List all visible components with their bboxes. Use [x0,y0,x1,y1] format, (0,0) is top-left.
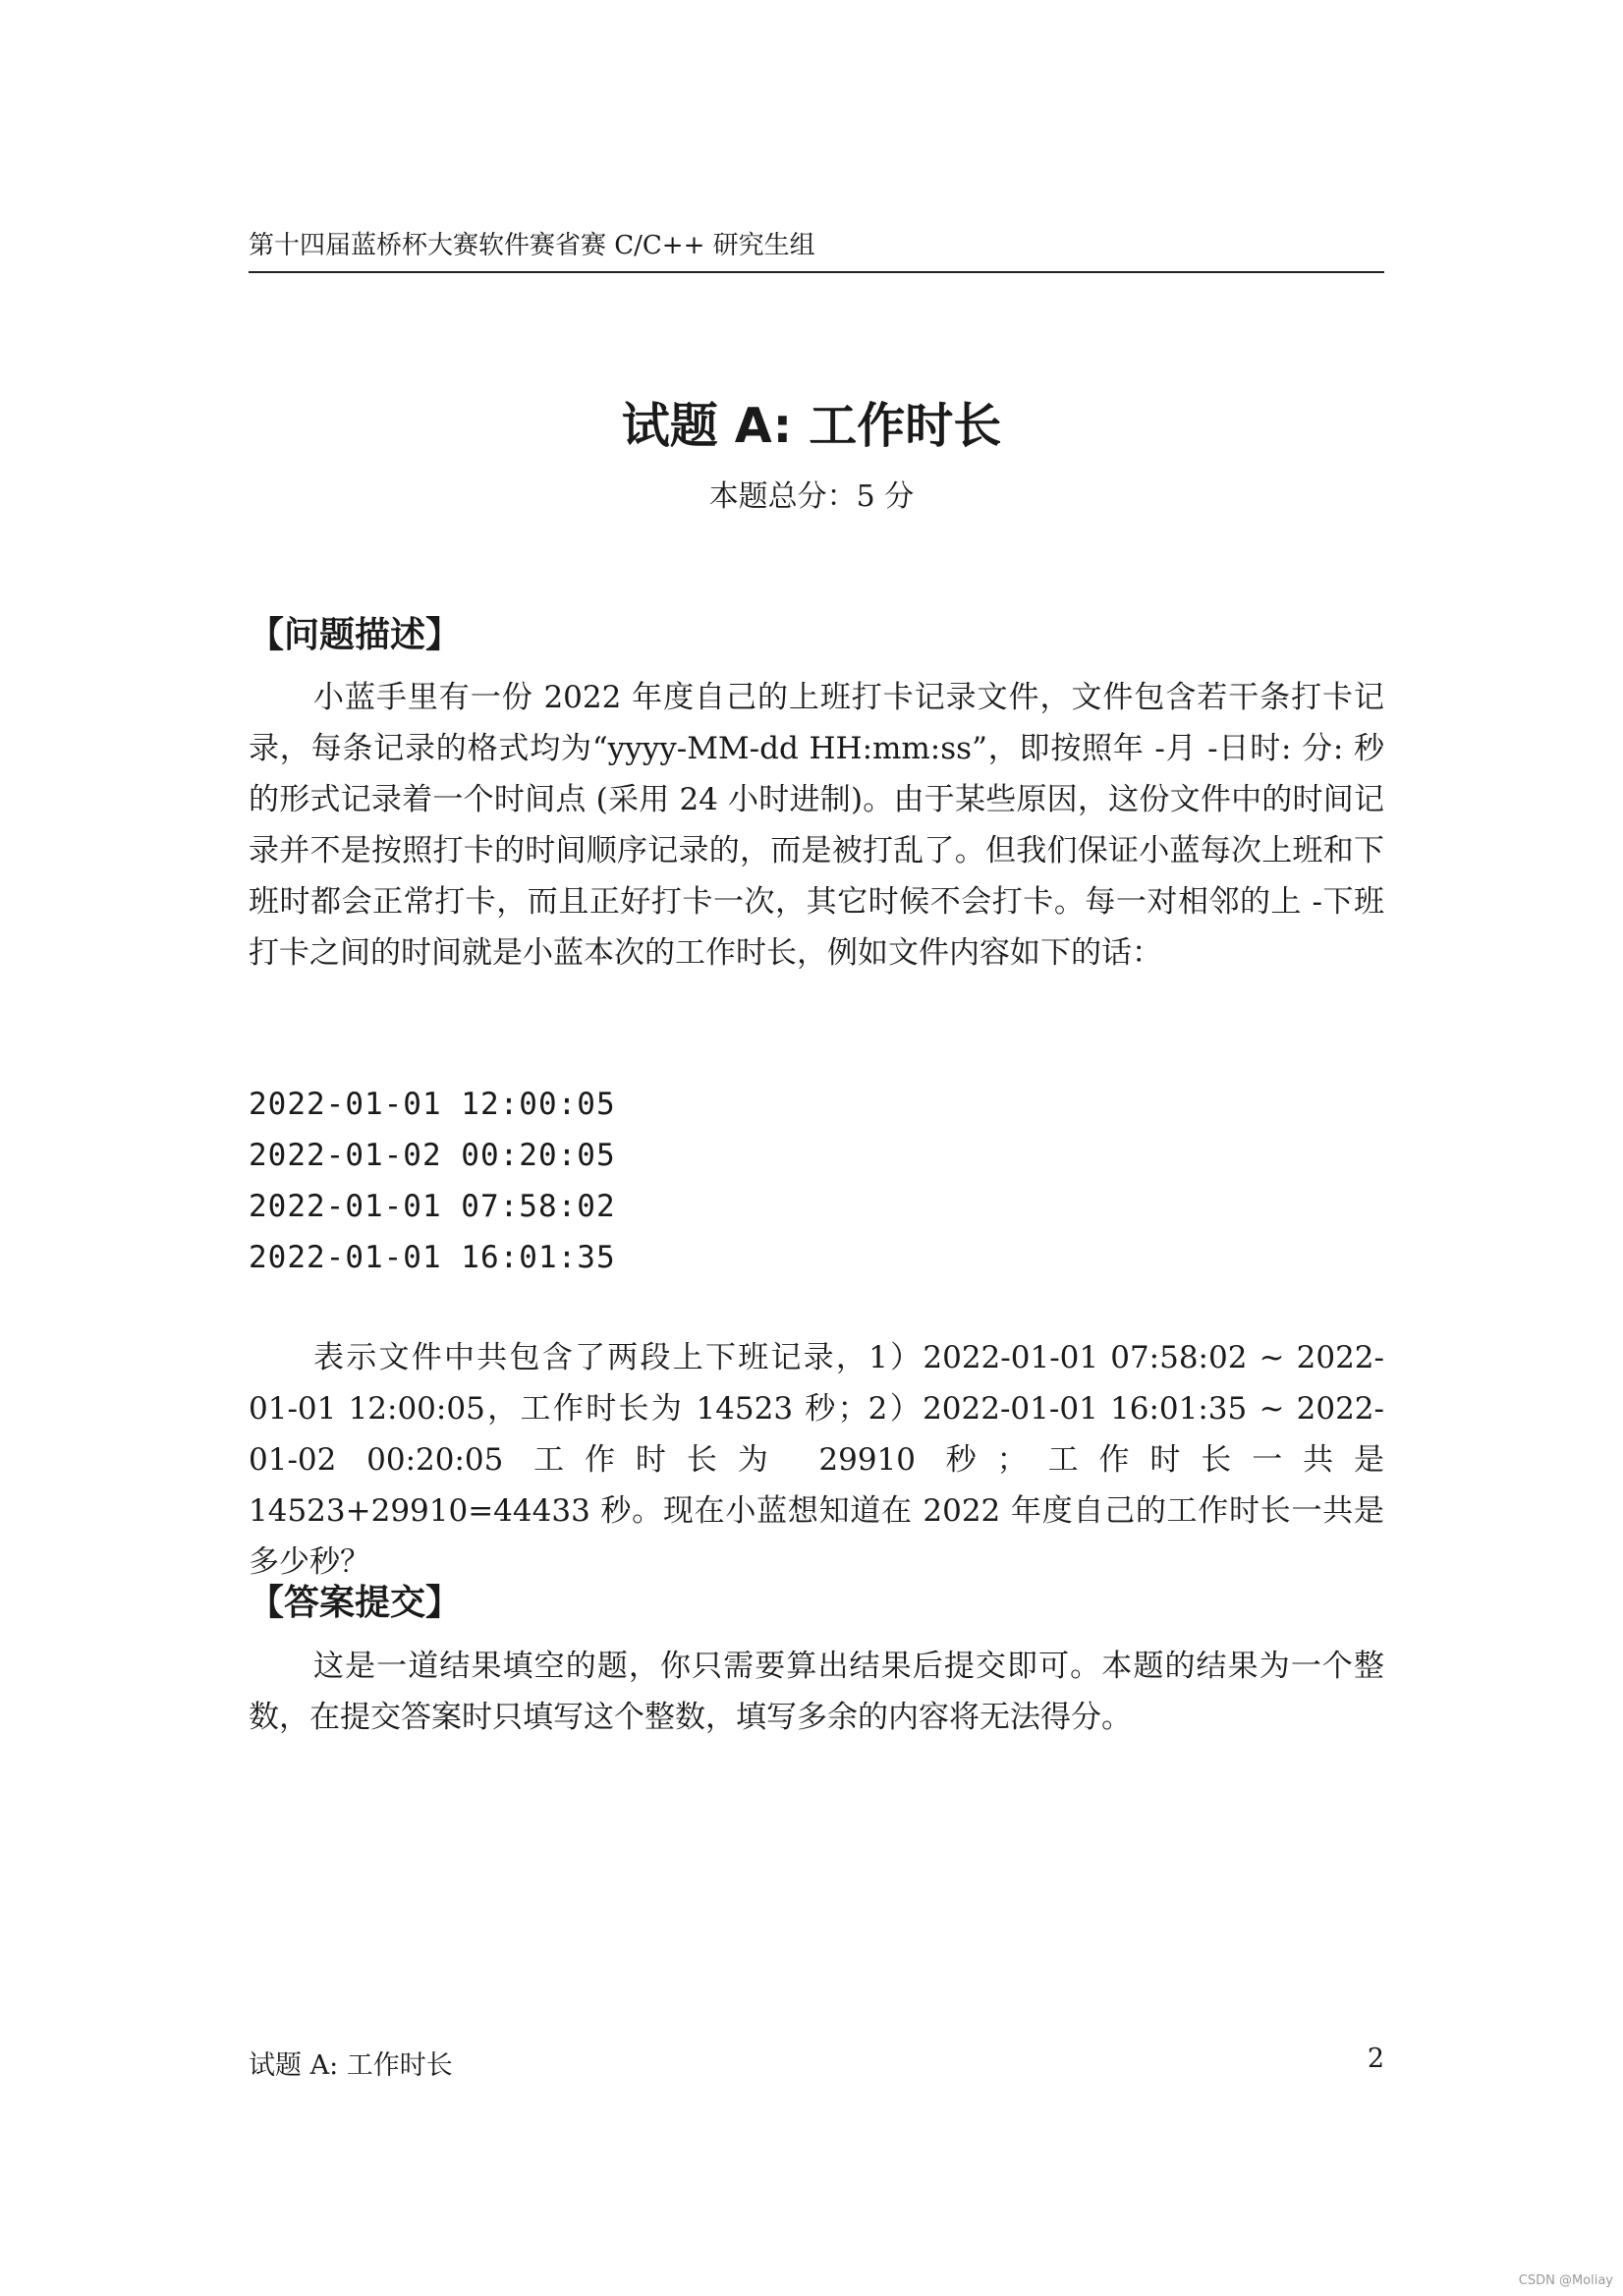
problem-title: 试题 A: 工作时长 [621,398,1002,454]
sample-record-line: 2022-01-01 16:01:35 [249,1240,616,1275]
page-header: 第十四届蓝桥杯大赛软件赛省赛 C/C++ 研究生组 [249,226,1384,273]
problem-score: 本题总分：5 分 [708,479,915,514]
problem-explanation-paragraph [249,1332,1384,1588]
problem-description-heading: 【问题描述】 [249,615,462,655]
problem-description-text: 小蓝手里有一份 2022 年度自己的上班打卡记录文件，文件包含若干条打卡记录，每条记录的格式均为“yyyy-MM-dd HH:mm:ss”，即按照年 -月 -日时: 分: 秒的形式记录着一个时间点 (采用 24 小时进制)。由于某些原因，这份文件中的时间记录并不是按照打卡的时间顺序记录的，而是被打乱了。但我们保证小蓝每次上班和下班时都会正常打卡，而且正好打卡一次，其它时候不会打卡。每一对相邻的上 -下班打卡之间的时间就是小蓝本次的工作时长，例如文件内容如下的话： [249,680,1384,971]
sample-record-line: 2022-01-02 00:20:05 [249,1138,616,1173]
answer-submission-heading: 【答案提交】 [249,1583,462,1623]
page-number: 2 [1367,2044,1384,2074]
watermark: CSDN @Moliay [1518,2273,1613,2288]
problem-explanation-text: 表示文件中共包含了两段上下班记录，1）2022-01-01 07:58:02 ~ 2022-01-01 12:00:05，工作时长为 14523 秒；2）2022-01-01 16:01:35 ~ 2022-01-02 00:20:05 工作时长为 29910 秒；工作时长一共是 14523+29910=44433 秒。现在小蓝想知道在 2022 年度自己的工作时长一共是多少秒？ [249,1340,1384,1580]
answer-submission-text: 这是一道结果填空的题，你只需要算出结果后提交即可。本题的结果为一个整数，在提交答案时只填写这个整数，填写多余的内容将无法得分。 [249,1649,1384,1735]
sample-record-line: 2022-01-01 12:00:05 [249,1087,616,1122]
footer-title: 试题 A: 工作时长 [249,2050,453,2081]
problem-description-paragraph [249,672,1384,979]
sample-record-line: 2022-01-01 07:58:02 [249,1189,616,1224]
answer-submission-paragraph [249,1641,1384,1743]
sample-records [249,1079,616,1283]
